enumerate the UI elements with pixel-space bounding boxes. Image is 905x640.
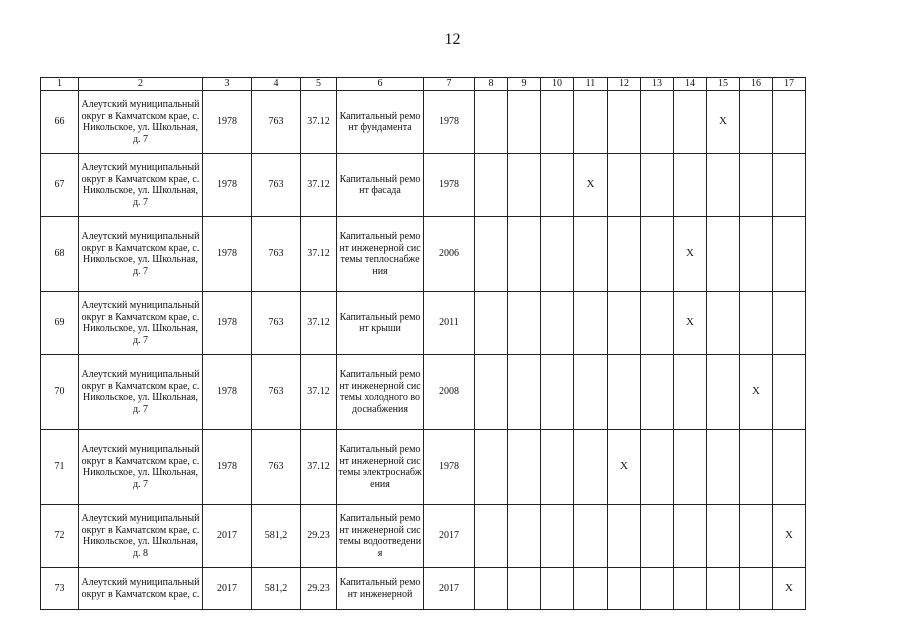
column-header: 12 — [608, 78, 641, 91]
x-mark: X — [686, 247, 694, 260]
empty-cell — [641, 91, 674, 154]
address-cell: Алеутский муниципальный округ в Камчатском крае, с. Никольское, ул. Школьная,д. 7 — [79, 430, 203, 505]
area-cell: 581,2 — [252, 505, 301, 568]
year-built-cell: 1978 — [203, 217, 252, 292]
table-row — [41, 292, 806, 355]
row-number-cell: 71 — [41, 430, 79, 505]
work-type-cell: Капитальный ремонт крыши — [337, 292, 424, 355]
work-year-cell: 2006 — [424, 217, 475, 292]
row-number-cell: 67 — [41, 154, 79, 217]
empty-cell — [574, 217, 608, 292]
empty-cell — [541, 217, 574, 292]
area-cell: 763 — [252, 217, 301, 292]
column-header: 9 — [508, 78, 541, 91]
year-built-cell: 2017 — [203, 568, 252, 610]
column-header: 10 — [541, 78, 574, 91]
work-year-cell: 1978 — [424, 91, 475, 154]
work-type-cell: Капитальный ремонт инженерной системы водоотведения — [337, 505, 424, 568]
x-mark: X — [785, 581, 793, 594]
mark-cell — [674, 217, 707, 292]
empty-cell — [674, 355, 707, 430]
empty-cell — [608, 292, 641, 355]
empty-cell — [508, 91, 541, 154]
x-mark: X — [586, 178, 595, 191]
column-header: 6 — [337, 78, 424, 91]
x-mark: X — [785, 529, 793, 542]
empty-cell — [541, 568, 574, 610]
empty-cell — [641, 217, 674, 292]
empty-cell — [508, 355, 541, 430]
empty-cell — [707, 568, 740, 610]
col5-value-cell: 37.12 — [301, 217, 337, 292]
column-header: 5 — [301, 78, 337, 91]
table-row — [41, 505, 806, 568]
empty-cell — [508, 430, 541, 505]
mark-cell — [574, 154, 608, 217]
work-type-cell: Капитальный ремонт инженерной системы электроснабжения — [337, 430, 424, 505]
empty-cell — [740, 154, 773, 217]
year-built-cell: 1978 — [203, 91, 252, 154]
empty-cell — [674, 568, 707, 610]
column-header: 2 — [79, 78, 203, 91]
empty-cell — [541, 430, 574, 505]
empty-cell — [508, 217, 541, 292]
column-header: 3 — [203, 78, 252, 91]
empty-cell — [707, 355, 740, 430]
empty-cell — [740, 568, 773, 610]
empty-cell — [707, 217, 740, 292]
empty-cell — [773, 91, 806, 154]
empty-cell — [707, 430, 740, 505]
table-row — [41, 430, 806, 505]
work-year-cell: 2008 — [424, 355, 475, 430]
empty-cell — [608, 154, 641, 217]
empty-cell — [574, 292, 608, 355]
empty-cell — [541, 91, 574, 154]
empty-cell — [773, 292, 806, 355]
col5-value-cell: 37.12 — [301, 292, 337, 355]
x-mark: X — [620, 460, 628, 473]
column-header: 14 — [674, 78, 707, 91]
empty-cell — [773, 355, 806, 430]
year-built-cell: 1978 — [203, 292, 252, 355]
empty-cell — [608, 91, 641, 154]
mark-cell — [740, 355, 773, 430]
area-cell: 581,2 — [252, 568, 301, 610]
empty-cell — [574, 430, 608, 505]
empty-cell — [475, 430, 508, 505]
mark-cell — [773, 505, 806, 568]
empty-cell — [740, 292, 773, 355]
empty-cell — [608, 505, 641, 568]
col5-value-cell: 37.12 — [301, 91, 337, 154]
table-row — [41, 154, 806, 217]
empty-cell — [475, 91, 508, 154]
x-mark: X — [719, 115, 727, 128]
mark-cell — [674, 292, 707, 355]
empty-cell — [541, 355, 574, 430]
row-number-cell: 72 — [41, 505, 79, 568]
col5-value-cell: 37.12 — [301, 154, 337, 217]
work-type-cell: Капитальный ремонт инженерной системы теплоснабжения — [337, 217, 424, 292]
work-type-cell: Капитальный ремонт инженерной системы холодного водоснабжения — [337, 355, 424, 430]
column-header: 4 — [252, 78, 301, 91]
empty-cell — [475, 292, 508, 355]
empty-cell — [641, 505, 674, 568]
empty-cell — [740, 91, 773, 154]
empty-cell — [574, 505, 608, 568]
empty-cell — [740, 505, 773, 568]
empty-cell — [475, 568, 508, 610]
table-row — [41, 91, 806, 154]
empty-cell — [641, 568, 674, 610]
empty-cell — [475, 355, 508, 430]
area-cell: 763 — [252, 154, 301, 217]
empty-cell — [707, 292, 740, 355]
page-number: 12 — [444, 31, 461, 48]
column-header: 11 — [574, 78, 608, 91]
col5-value-cell: 37.12 — [301, 355, 337, 430]
mark-cell — [707, 91, 740, 154]
empty-cell — [508, 154, 541, 217]
row-number-cell: 73 — [41, 568, 79, 610]
repair-schedule-table — [40, 77, 806, 610]
empty-cell — [574, 91, 608, 154]
empty-cell — [475, 217, 508, 292]
column-header: 15 — [707, 78, 740, 91]
work-year-cell: 1978 — [424, 430, 475, 505]
address-cell: Алеутский муниципальный округ в Камчатском крае, с. Никольское, ул. Школьная,д. 8 — [79, 505, 203, 568]
work-year-cell: 2017 — [424, 568, 475, 610]
column-header: 16 — [740, 78, 773, 91]
column-header: 1 — [41, 78, 79, 91]
work-year-cell: 1978 — [424, 154, 475, 217]
mark-cell — [608, 430, 641, 505]
empty-cell — [541, 292, 574, 355]
empty-cell — [475, 154, 508, 217]
address-cell: Алеутский муниципальный округ в Камчатском крае, с. Никольское, ул. Школьная,д. 7 — [79, 217, 203, 292]
address-cell: Алеутский муниципальный округ в Камчатском крае, с. Никольское, ул. Школьная,д. 7 — [79, 154, 203, 217]
empty-cell — [773, 217, 806, 292]
work-year-cell: 2017 — [424, 505, 475, 568]
row-number-cell: 70 — [41, 355, 79, 430]
row-number-cell: 66 — [41, 91, 79, 154]
col5-value-cell: 29.23 — [301, 505, 337, 568]
address-cell: Алеутский муниципальный округ в Камчатском крае, с. — [79, 568, 203, 610]
x-mark: X — [686, 316, 694, 329]
empty-cell — [574, 355, 608, 430]
table-row — [41, 568, 806, 610]
mark-cell — [773, 568, 806, 610]
empty-cell — [508, 568, 541, 610]
table-row — [41, 217, 806, 292]
empty-cell — [674, 505, 707, 568]
empty-cell — [641, 355, 674, 430]
empty-cell — [608, 217, 641, 292]
address-cell: Алеутский муниципальный округ в Камчатском крае, с. Никольское, ул. Школьная,д. 7 — [79, 91, 203, 154]
empty-cell — [641, 292, 674, 355]
empty-cell — [707, 154, 740, 217]
row-number-cell: 69 — [41, 292, 79, 355]
empty-cell — [740, 430, 773, 505]
empty-cell — [773, 430, 806, 505]
column-header: 8 — [475, 78, 508, 91]
empty-cell — [674, 154, 707, 217]
empty-cell — [508, 292, 541, 355]
row-number-cell: 68 — [41, 217, 79, 292]
table-row — [41, 355, 806, 430]
empty-cell — [707, 505, 740, 568]
empty-cell — [608, 355, 641, 430]
work-type-cell: Капитальный ремонт фасада — [337, 154, 424, 217]
empty-cell — [674, 91, 707, 154]
empty-cell — [475, 505, 508, 568]
area-cell: 763 — [252, 292, 301, 355]
column-header: 7 — [424, 78, 475, 91]
column-header: 17 — [773, 78, 806, 91]
col5-value-cell: 37.12 — [301, 430, 337, 505]
empty-cell — [541, 505, 574, 568]
x-mark: X — [752, 385, 760, 398]
year-built-cell: 1978 — [203, 430, 252, 505]
empty-cell — [508, 505, 541, 568]
year-built-cell: 1978 — [203, 355, 252, 430]
work-type-cell: Капитальный ремонт инженерной — [337, 568, 424, 610]
empty-cell — [641, 430, 674, 505]
year-built-cell: 2017 — [203, 505, 252, 568]
area-cell: 763 — [252, 355, 301, 430]
empty-cell — [740, 217, 773, 292]
empty-cell — [608, 568, 641, 610]
empty-cell — [773, 154, 806, 217]
column-header: 13 — [641, 78, 674, 91]
area-cell: 763 — [252, 430, 301, 505]
empty-cell — [574, 568, 608, 610]
area-cell: 763 — [252, 91, 301, 154]
address-cell: Алеутский муниципальный округ в Камчатском крае, с. Никольское, ул. Школьная,д. 7 — [79, 292, 203, 355]
col5-value-cell: 29.23 — [301, 568, 337, 610]
year-built-cell: 1978 — [203, 154, 252, 217]
work-year-cell: 2011 — [424, 292, 475, 355]
work-type-cell: Капитальный ремонт фундамента — [337, 91, 424, 154]
empty-cell — [641, 154, 674, 217]
empty-cell — [541, 154, 574, 217]
address-cell: Алеутский муниципальный округ в Камчатском крае, с. Никольское, ул. Школьная,д. 7 — [79, 355, 203, 430]
column-number-row — [41, 78, 806, 91]
empty-cell — [674, 430, 707, 505]
